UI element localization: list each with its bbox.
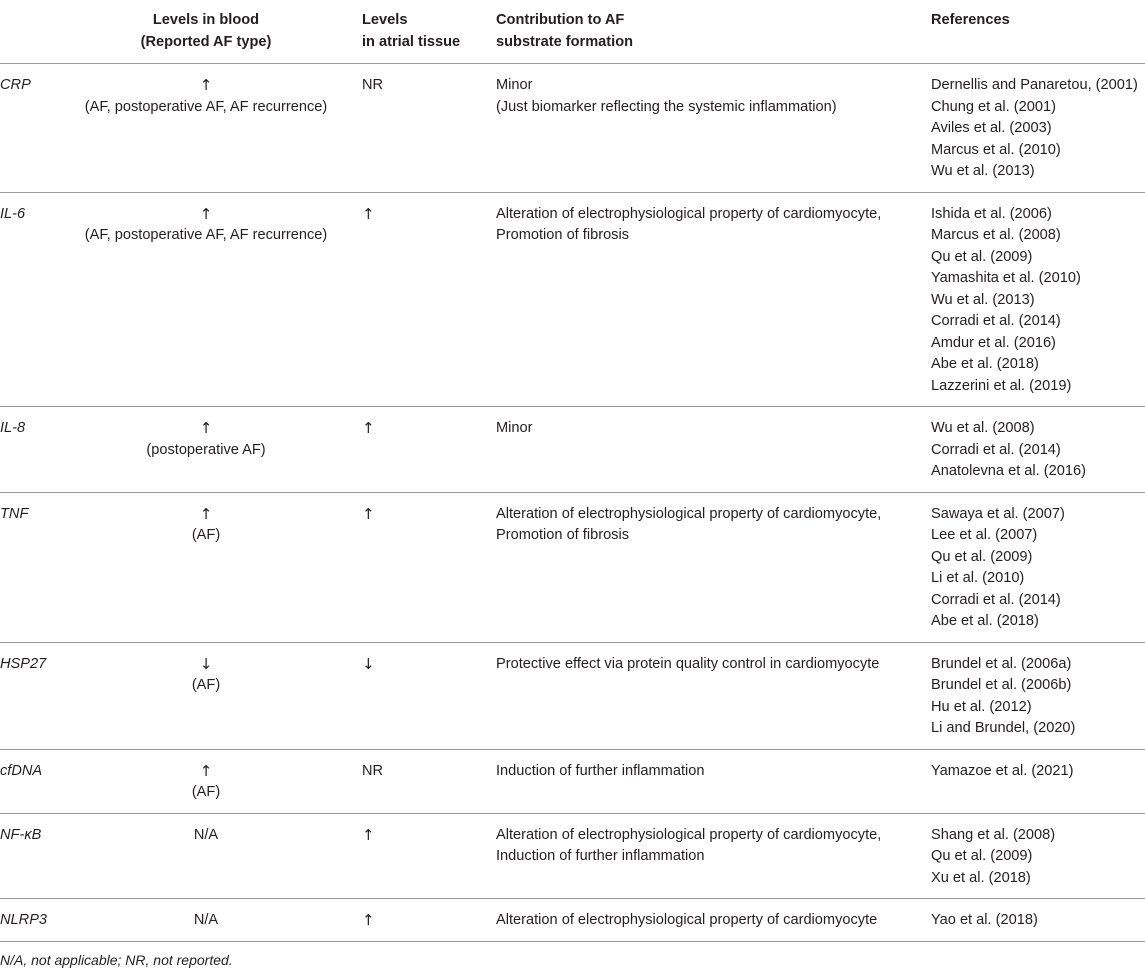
contribution-cell [496, 192, 931, 407]
header-row [0, 0, 1145, 64]
contribution-line: Induction of further inflammation [496, 762, 705, 779]
references-cell [931, 492, 1145, 642]
header-references [931, 0, 1145, 64]
reference-item: Corradi et al. (2014) [931, 441, 1061, 458]
contribution-cell [496, 813, 931, 899]
blood-level-cell [54, 492, 358, 642]
blood-level-line: (postoperative AF) [146, 441, 266, 458]
blood-level-line: ↑ [199, 504, 213, 523]
table-row [0, 813, 1145, 899]
reference-item: Corradi et al. (2014) [931, 313, 1061, 329]
reference-item: Wu et al. (2008) [931, 420, 1035, 436]
tissue-level-cell: NR [358, 749, 496, 813]
contribution-cell [496, 749, 931, 813]
blood-level-line: (AF) [191, 677, 221, 693]
blood-level-line: (AF) [191, 784, 221, 800]
references-cell [931, 64, 1145, 193]
reference-item: Yamashita et al. (2010) [931, 270, 1081, 286]
header-tissue-line-2: in atrial tissue [362, 33, 461, 50]
blood-level-cell [54, 749, 358, 813]
table-header [0, 0, 1145, 64]
blood-level-line: (AF, postoperative AF, AF recurrence) [84, 227, 328, 243]
reference-item: Lee et al. (2007) [931, 527, 1038, 543]
blood-level-cell [54, 407, 358, 493]
blood-level-cell [54, 642, 358, 749]
table-row [0, 642, 1145, 749]
contribution-cell [496, 899, 931, 942]
reference-item: Lazzerini et al. (2019) [931, 377, 1072, 394]
blood-level-line: ↑ [199, 76, 213, 94]
contribution-line: Alteration of electrophysiological property of cardiomyocyte [496, 912, 878, 928]
blood-level-line: (AF) [191, 527, 221, 543]
contribution-line: (Just biomarker reflecting the systemic inflammation) [496, 98, 837, 115]
header-contribution [496, 0, 931, 64]
tissue-level-cell: ↑ [358, 899, 496, 942]
reference-item: Corradi et al. (2014) [931, 591, 1061, 608]
header-references-line-1: References [931, 12, 1010, 28]
reference-item: Qu et al. (2009) [931, 248, 1033, 265]
reference-item: Yamazoe et al. (2021) [931, 762, 1074, 779]
reference-item: Qu et al. (2009) [931, 548, 1033, 565]
reference-item: Qu et al. (2009) [931, 848, 1033, 864]
blood-level-cell [54, 899, 358, 942]
contribution-cell [496, 492, 931, 642]
header-blood-line-1: Levels in blood [152, 12, 260, 28]
references-cell [931, 813, 1145, 899]
reference-item: Sawaya et al. (2007) [931, 505, 1065, 522]
table-footnote: N/A, not applicable; NR, not reported. [0, 951, 233, 968]
table-row [0, 749, 1145, 813]
contribution-line: Promotion of fibrosis [496, 527, 630, 543]
tissue-level-cell: ↑ [358, 492, 496, 642]
blood-level-line: (AF, postoperative AF, AF recurrence) [84, 98, 328, 115]
contribution-line: Promotion of fibrosis [496, 227, 630, 243]
tissue-level-cell: ↓ [358, 642, 496, 749]
blood-level-line: ↑ [199, 761, 213, 780]
header-levels-in-blood [54, 0, 358, 64]
reference-item: Li et al. (2010) [931, 570, 1025, 586]
contribution-cell [496, 642, 931, 749]
reference-item: Ishida et al. (2006) [931, 205, 1052, 222]
marker-name: NF-κB [0, 813, 54, 899]
marker-name: NLRP3 [0, 899, 54, 942]
reference-item: Amdur et al. (2016) [931, 334, 1056, 351]
reference-item: Abe et al. (2018) [931, 613, 1039, 629]
contribution-line: Alteration of electrophysiological property of cardiomyocyte, [496, 205, 882, 222]
reference-item: Dernellis and Panaretou, (2001) [931, 77, 1138, 93]
contribution-cell [496, 407, 931, 493]
reference-item: Marcus et al. (2008) [931, 227, 1061, 243]
reference-item: Brundel et al. (2006a) [931, 655, 1072, 672]
blood-level-line: N/A [193, 912, 219, 928]
contribution-line: Induction of further inflammation [496, 848, 705, 864]
marker-name: HSP27 [0, 642, 54, 749]
tissue-level-cell: NR [358, 64, 496, 193]
references-cell [931, 407, 1145, 493]
reference-item: Abe et al. (2018) [931, 356, 1039, 372]
contribution-line: Alteration of electrophysiological property of cardiomyocyte, [496, 505, 882, 522]
reference-item: Shang et al. (2008) [931, 826, 1056, 843]
header-blood-line-2: (Reported AF type) [140, 33, 272, 50]
contribution-cell [496, 64, 931, 193]
contribution-line: Minor [496, 77, 533, 93]
reference-item: Xu et al. (2018) [931, 869, 1031, 886]
blood-level-cell [54, 192, 358, 407]
blood-level-line: N/A [193, 826, 219, 843]
reference-item: Aviles et al. (2003) [931, 120, 1052, 136]
marker-name: IL-6 [0, 192, 54, 407]
blood-level-cell [54, 813, 358, 899]
header-contribution-line-2: substrate formation [496, 33, 634, 50]
tissue-level-cell: ↑ [358, 192, 496, 407]
contribution-line: Minor [496, 420, 533, 436]
marker-name: TNF [0, 492, 54, 642]
header-contribution-line-1: Contribution to AF [496, 12, 625, 28]
table-row [0, 492, 1145, 642]
tissue-level-cell: ↑ [358, 407, 496, 493]
header-tissue-line-1: Levels [362, 12, 408, 28]
blood-level-line: ↑ [199, 419, 213, 437]
references-cell [931, 192, 1145, 407]
marker-name: cfDNA [0, 749, 54, 813]
blood-level-line: ↑ [199, 204, 213, 223]
table-row [0, 192, 1145, 407]
tissue-level-cell: ↑ [358, 813, 496, 899]
references-cell [931, 899, 1145, 942]
reference-item: Hu et al. (2012) [931, 698, 1032, 715]
header-levels-in-tissue [358, 0, 496, 64]
table-body [0, 64, 1145, 942]
reference-item: Anatolevna et al. (2016) [931, 463, 1086, 479]
reference-item: Marcus et al. (2010) [931, 141, 1061, 158]
reference-item: Wu et al. (2013) [931, 291, 1035, 308]
reference-item: Wu et al. (2013) [931, 163, 1035, 179]
marker-name: IL-8 [0, 407, 54, 493]
blood-level-cell [54, 64, 358, 193]
marker-name: CRP [0, 64, 54, 193]
reference-item: Chung et al. (2001) [931, 98, 1056, 115]
references-cell [931, 642, 1145, 749]
blood-level-line: ↓ [199, 654, 213, 673]
header-marker [0, 0, 54, 64]
table-row [0, 899, 1145, 942]
contribution-line: Alteration of electrophysiological property of cardiomyocyte, [496, 826, 882, 843]
contribution-line: Protective effect via protein quality control in cardiomyocyte [496, 655, 880, 672]
reference-item: Li and Brundel, (2020) [931, 720, 1076, 736]
reference-item: Yao et al. (2018) [931, 912, 1038, 928]
references-cell [931, 749, 1145, 813]
table-row [0, 407, 1145, 493]
reference-item: Brundel et al. (2006b) [931, 677, 1072, 693]
table-row [0, 64, 1145, 193]
